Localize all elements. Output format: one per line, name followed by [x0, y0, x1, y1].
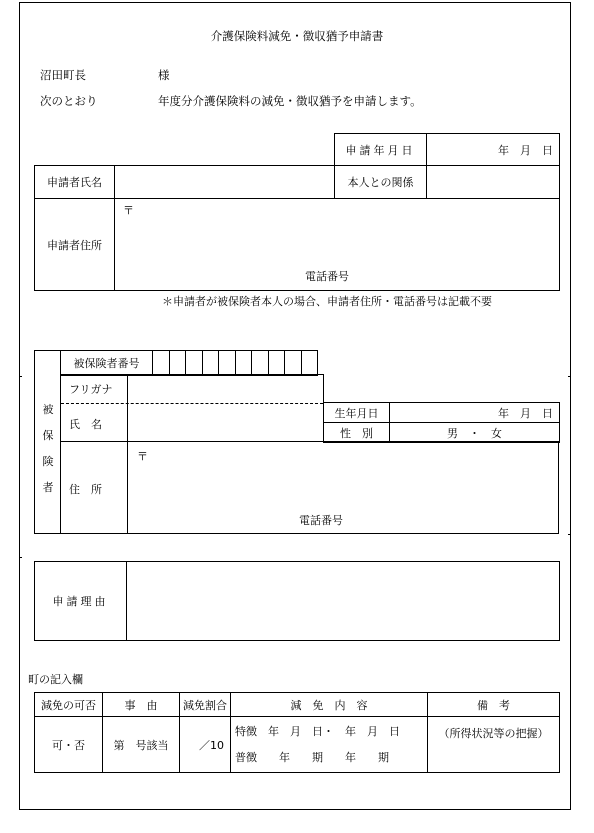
cut-mark — [568, 534, 571, 535]
form-title: 介護保険料減免・徴収猶予申請書 — [210, 29, 384, 43]
relation-field[interactable] — [427, 166, 560, 199]
applicant-table — [34, 165, 560, 291]
side-char: 保 — [42, 429, 54, 442]
postal-mark: 〒 — [123, 204, 134, 217]
insured-number-digit[interactable] — [252, 351, 269, 376]
cut-mark — [19, 376, 22, 377]
sex-label: 性 別 — [324, 423, 390, 443]
content-field[interactable] — [231, 717, 428, 773]
honorific: 様 — [158, 68, 170, 82]
town-section-label: 町の記入欄 — [28, 673, 83, 686]
insured-number-digit[interactable] — [235, 351, 252, 376]
insured-name-field[interactable] — [129, 405, 321, 439]
cut-mark — [568, 376, 571, 377]
relation-label: 本人との関係 — [335, 166, 427, 199]
town-header: 備 考 — [428, 693, 560, 717]
name-block — [60, 374, 324, 442]
date-table — [334, 133, 560, 166]
mayor-label: 沼田町長 — [40, 68, 86, 82]
insured-address-label: 住 所 — [69, 483, 102, 496]
cut-mark — [19, 557, 22, 558]
birth-field[interactable]: 年 月 日 — [390, 403, 560, 423]
insured-address-field[interactable] — [129, 443, 557, 531]
insured-phone-label: 電話番号 — [299, 514, 343, 527]
date-field[interactable]: 年 月 日 — [427, 134, 560, 166]
side-char: 被 — [42, 403, 54, 416]
insured-number-label: 被保険者番号 — [61, 351, 153, 376]
insured-number-digit[interactable] — [202, 351, 219, 376]
insured-number-table — [60, 350, 318, 376]
side-char: 者 — [42, 481, 54, 494]
insured-postal-mark: 〒 — [137, 450, 148, 463]
insured-number-digit[interactable] — [219, 351, 236, 376]
birth-label: 生年月日 — [324, 403, 390, 423]
reason-table — [34, 561, 560, 641]
insured-section — [34, 350, 559, 534]
approval-choice[interactable]: 可・否 — [35, 717, 103, 773]
applicant-name-field[interactable] — [115, 166, 335, 199]
insured-side-label-cell — [34, 350, 61, 534]
phone-label: 電話番号 — [305, 270, 349, 283]
applicant-address-label: 申請者住所 — [35, 199, 115, 291]
reason-field[interactable] — [127, 562, 560, 641]
town-header: 減免割合 — [180, 693, 231, 717]
intro-text: 年度分介護保険料の減免・徴収猶予を申請します。 — [158, 94, 422, 108]
reason-label: 申請理由 — [35, 562, 127, 641]
insured-address-block — [60, 441, 559, 534]
reason-number-field[interactable]: 第 号該当 — [103, 717, 180, 773]
ratio-field[interactable]: ／10 — [180, 717, 231, 773]
content-line: 普徴 年 期 年 期 — [235, 750, 389, 764]
insured-name-label: 氏 名 — [69, 418, 102, 431]
town-header: 事 由 — [103, 693, 180, 717]
insured-number-digit[interactable] — [285, 351, 302, 376]
furigana-field[interactable] — [129, 376, 321, 402]
furigana-label: フリガナ — [69, 383, 113, 396]
insured-number-digit[interactable] — [186, 351, 203, 376]
applicant-note: ＊申請者が被保険者本人の場合、申請者住所・電話番号は記載不要 — [162, 295, 492, 308]
birth-sex-table — [323, 402, 560, 443]
applicant-name-label: 申請者氏名 — [35, 166, 115, 199]
insured-number-digit[interactable] — [268, 351, 285, 376]
intro-prefix: 次のとおり — [40, 94, 98, 108]
insured-number-digit[interactable] — [301, 351, 318, 376]
town-header: 減 免 内 容 — [231, 693, 428, 717]
applicant-address-field[interactable] — [115, 199, 560, 291]
insured-number-digit[interactable] — [153, 351, 170, 376]
insured-number-digit[interactable] — [169, 351, 186, 376]
date-label: 申請年月日 — [335, 134, 427, 166]
town-table — [34, 692, 560, 773]
remarks-field[interactable]: （所得状況等の把握） — [428, 717, 560, 773]
town-header: 減免の可否 — [35, 693, 103, 717]
sex-choice[interactable]: 男 ・ 女 — [390, 423, 560, 443]
side-char: 険 — [42, 455, 54, 468]
content-line: 特徴 年 月 日・ 年 月 日 — [235, 724, 400, 738]
